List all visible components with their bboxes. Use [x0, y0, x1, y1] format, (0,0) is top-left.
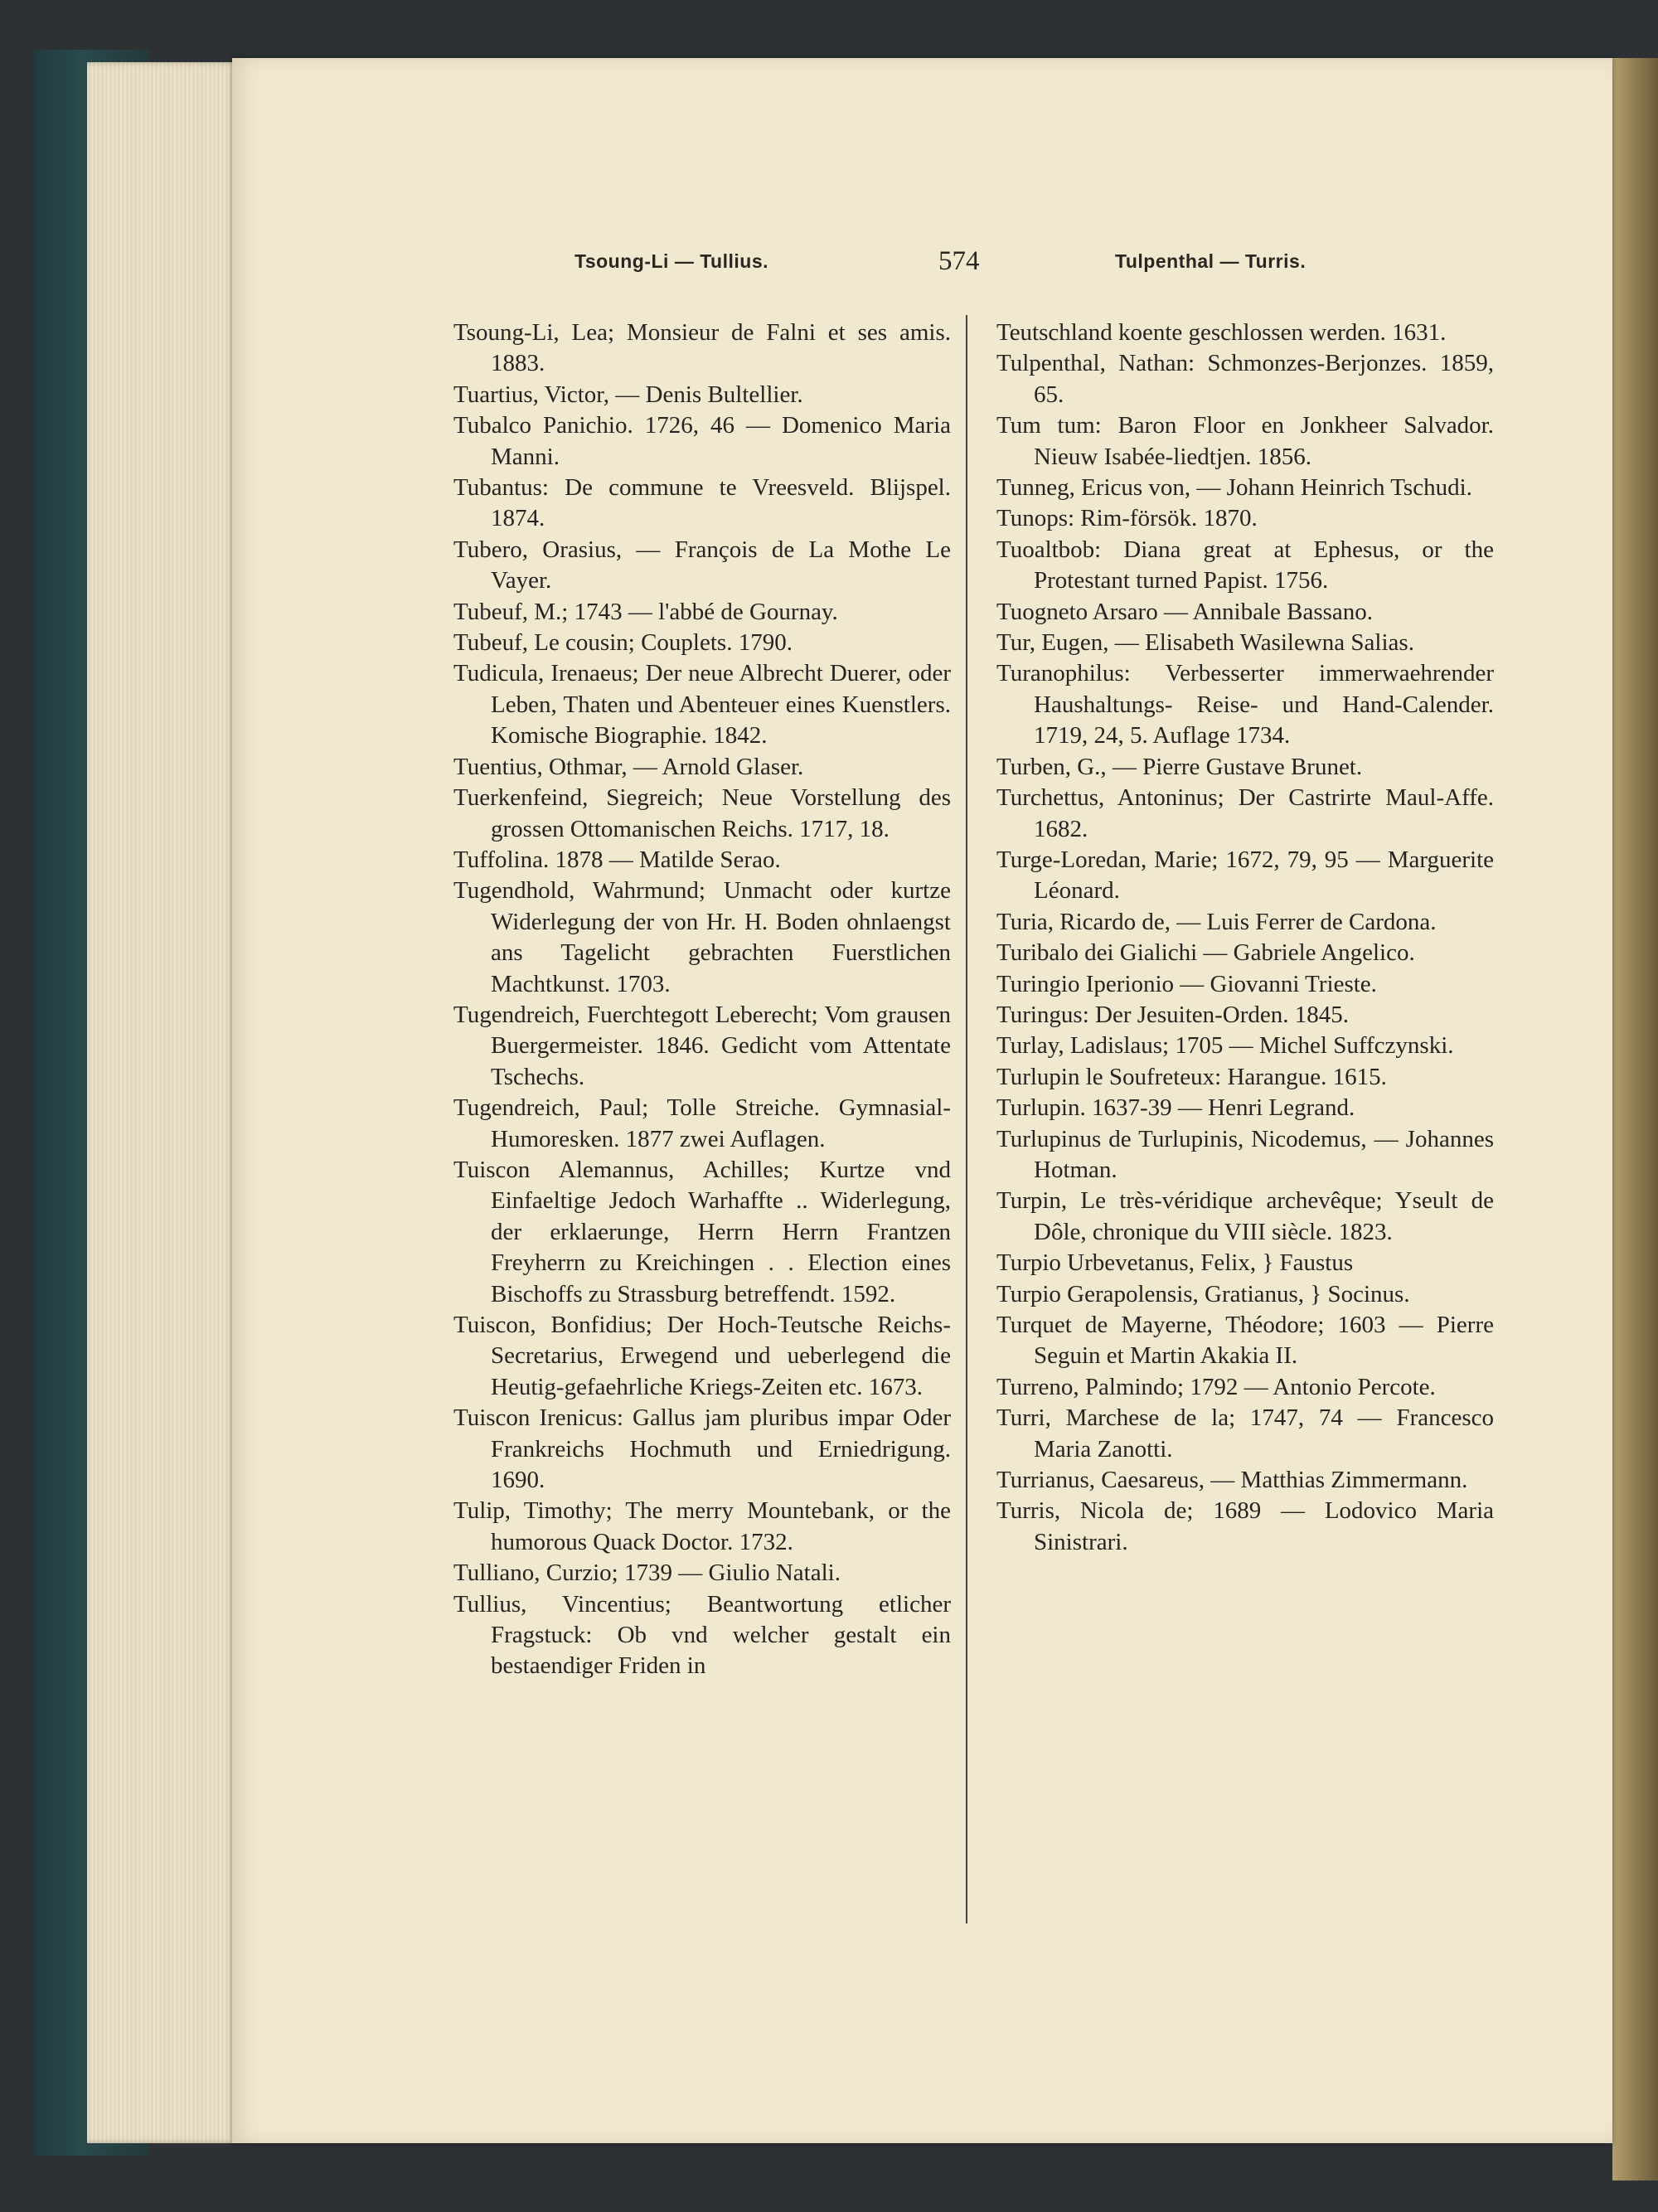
index-entry: Turpio Urbevetanus, Felix, } Faustus — [996, 1249, 1354, 1277]
index-entry: Tudicula, Irenaeus; Der neue Albrecht Duerer, oder Leben, Thaten und Abenteuer eines Kuenstlers. Komische Biographie. 1842. — [453, 660, 951, 749]
index-entry: Tuerkenfeind, Siegreich; Neue Vorstellung des grossen Ottomanischen Reichs. 1717, 18. — [453, 784, 951, 842]
index-entry: Turlupin. 1637-39 — Henri Legrand. — [996, 1094, 1355, 1122]
index-entry: Turpin, Le très-véridique archevêque; Yseult de Dôle, chronique du VIII siècle. 1823. — [996, 1187, 1494, 1245]
index-entry: Tuogneto Arsaro — Annibale Bassano. — [996, 598, 1374, 625]
index-entry: Turlupinus de Turlupinis, Nicodemus, — Johannes Hotman. — [996, 1125, 1494, 1183]
index-entry: Tuiscon Alemannus, Achilles; Kurtze vnd Einfaeltige Jedoch Warhaffte .. Widerlegung, der erklaerunge, Herrn Herrn Frantzen Freyherrn zu Kreichingen . . Election eines Bischoffs zu Strassburg betreffendt. 1592. — [453, 1156, 951, 1307]
page-number: 574 — [938, 246, 980, 276]
index-entry: Tugendreich, Fuerchtegott Leberecht; Vom grausen Buergermeister. 1846. Gedicht vom Attentate Tschechs. — [453, 1001, 951, 1090]
index-entry: Turquet de Mayerne, Théodore; 1603 — Pierre Seguin et Martin Akakia II. — [996, 1312, 1494, 1370]
index-entry: Tuiscon, Bonfidius; Der Hoch-Teutsche Reichs-Secretarius, Erwegend und ueberlegend die Heutig-gefaehrliche Kriegs-Zeiten etc. 1673. — [453, 1312, 951, 1400]
index-entry: Turrianus, Caesareus, — Matthias Zimmermann. — [996, 1467, 1468, 1494]
index-entry: Tullius, Vincentius; Beantwortung etlicher Fragstuck: Ob vnd welcher gestalt ein bestaendiger Friden in — [453, 1590, 951, 1680]
index-entry: Turris, Nicola de; 1689 — Lodovico Maria Sinistrari. — [996, 1497, 1494, 1555]
index-entry: Tubeuf, Le cousin; Couplets. 1790. — [453, 629, 793, 657]
index-entry: Turanophilus: Verbesserter immerwaehrender Haushaltungs- Reise- und Hand-Calender. 1719, 24, 5. Auflage 1734. — [996, 660, 1494, 749]
right-column — [996, 318, 1494, 1558]
index-entry: Tulliano, Curzio; 1739 — Giulio Natali. — [453, 1560, 841, 1587]
index-entry: Tuartius, Victor, — Denis Bultellier. — [453, 381, 803, 408]
index-entry: Turibalo dei Gialichi — Gabriele Angelico. — [996, 939, 1415, 967]
page-edges — [87, 62, 245, 2143]
index-entry: Turge-Loredan, Marie; 1672, 79, 95 — Marguerite Léonard. — [996, 846, 1494, 905]
index-entry: Tulpenthal, Nathan: Schmonzes-Berjonzes. 1859, 65. — [996, 350, 1494, 408]
left-running-header: Tsoung-Li — Tullius. — [574, 250, 769, 272]
index-entry: Tuffolina. 1878 — Matilde Serao. — [453, 846, 781, 873]
index-entry: Turlay, Ladislaus; 1705 — Michel Suffczynski. — [996, 1032, 1454, 1060]
index-entry: Tugendreich, Paul; Tolle Streiche. Gymnasial-Humoresken. 1877 zwei Auflagen. — [453, 1094, 951, 1152]
index-entry: Turben, G., — Pierre Gustave Brunet. — [996, 753, 1363, 780]
index-entry: Turingio Iperionio — Giovanni Trieste. — [996, 970, 1377, 997]
index-entry: Turingus: Der Jesuiten-Orden. 1845. — [996, 1001, 1350, 1028]
index-entry: Turchettus, Antoninus; Der Castrirte Maul-Affe. 1682. — [996, 784, 1494, 842]
index-entry: Tunneg, Ericus von, — Johann Heinrich Tschudi. — [996, 474, 1472, 502]
index-entry: Tulip, Timothy; The merry Mountebank, or the humorous Quack Doctor. 1732. — [453, 1497, 951, 1555]
index-entry: Tubero, Orasius, — François de La Mothe Le Vayer. — [453, 536, 951, 594]
right-running-header: Tulpenthal — Turris. — [1115, 250, 1307, 272]
facing-page-edge — [1612, 58, 1658, 2180]
index-entry: Tugendhold, Wahrmund; Unmacht oder kurtze Widerlegung der von Hr. H. Boden ohnlaengst ans Tagelicht gebrachten Fuerstlichen Machtkunst. 1703. — [453, 877, 951, 997]
index-entry: Tum tum: Baron Floor en Jonkheer Salvador. Nieuw Isabée-liedtjen. 1856. — [996, 412, 1494, 470]
index-entry: Tunops: Rim-försök. 1870. — [996, 505, 1258, 532]
index-entry: Tur, Eugen, — Elisabeth Wasilewna Salias. — [996, 629, 1414, 657]
index-entry: Turlupin le Soufreteux: Harangue. 1615. — [996, 1063, 1387, 1090]
index-entry: Tuiscon Irenicus: Gallus jam pluribus impar Oder Frankreichs Hochmuth und Erniedrigung. 1690. — [453, 1404, 951, 1494]
index-entry: Tuoaltbob: Diana great at Ephesus, or the Protestant turned Papist. 1756. — [996, 536, 1494, 594]
index-entry: Tsoung-Li, Lea; Monsieur de Falni et ses amis. 1883. — [453, 319, 951, 377]
index-entry: Tubantus: De commune te Vreesveld. Blijspel. 1874. — [453, 474, 951, 532]
index-entry: Tubalco Panichio. 1726, 46 — Domenico Maria Manni. — [453, 412, 951, 470]
index-entry: Turia, Ricardo de, — Luis Ferrer de Cardona. — [996, 908, 1437, 935]
index-entry: Turpio Gerapolensis, Gratianus, } Socinus. — [996, 1280, 1410, 1307]
index-entry: Turreno, Palmindo; 1792 — Antonio Percote. — [996, 1373, 1436, 1400]
index-entry: Tuentius, Othmar, — Arnold Glaser. — [453, 753, 804, 780]
index-entry: Teutschland koente geschlossen werden. 1631. — [996, 319, 1447, 346]
index-entry: Turri, Marchese de la; 1747, 74 — Francesco Maria Zanotti. — [996, 1404, 1494, 1463]
left-column — [453, 318, 951, 1682]
index-entry: Tubeuf, M.; 1743 — l'abbé de Gournay. — [453, 598, 838, 625]
column-divider — [966, 315, 967, 1923]
